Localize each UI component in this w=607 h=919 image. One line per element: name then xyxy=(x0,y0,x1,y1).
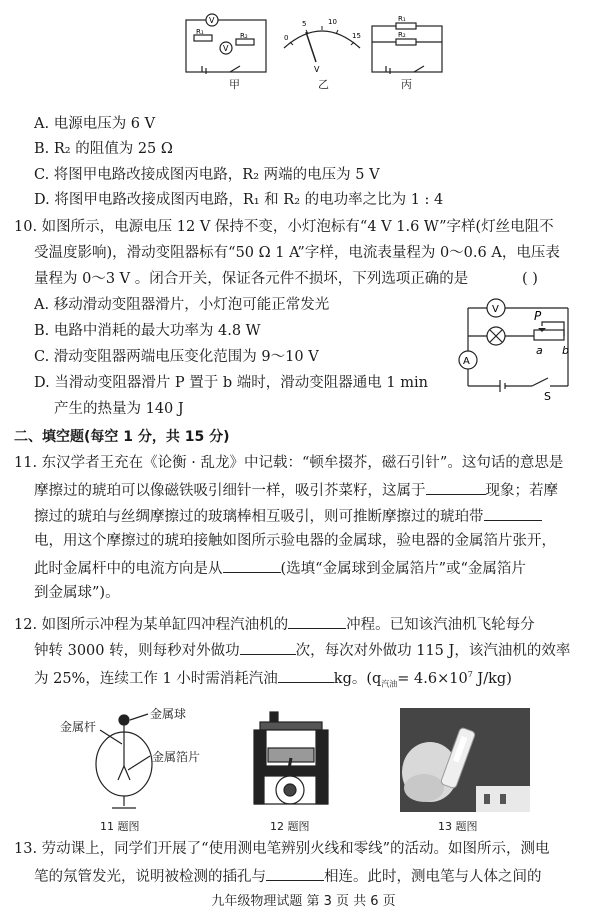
q13-line-2 xyxy=(34,866,542,886)
bing-r2-label: R₂ xyxy=(398,31,406,39)
q12-text-1b: 冲程。已知该汽油机飞轮每分 xyxy=(346,617,535,633)
q9-option-c: C. 将图甲电路改接成图丙电路，R₂ 两端的电压为 5 V xyxy=(34,167,380,183)
yi-scale-5: 5 xyxy=(302,20,307,28)
q12-text-1a: 12. 如图所示冲程为某单缸四冲程汽油机的 xyxy=(14,617,289,633)
q11-text-5a: 此时金属杆中的电流方向是从 xyxy=(34,561,223,577)
bing-r1-label: R₁ xyxy=(398,15,406,23)
q13-text-2b: 相连。此时，测电笔与人体之间的 xyxy=(324,869,542,885)
q12-blank-1[interactable] xyxy=(288,614,346,629)
jia-r2-label: R₂ xyxy=(240,32,248,40)
yi-scale-0: 0 xyxy=(284,34,289,42)
q10-end-a-label: a xyxy=(536,344,543,357)
q11-text-2a: 摩擦过的琥珀可以像磁铁吸引细针一样，吸引芥菜籽，这属于 xyxy=(34,483,426,499)
q12-line-3 xyxy=(34,666,512,694)
q13-line-1: 13. 劳动课上，同学们开展了“使用测电笔辨别火线和零线”的活动。如图所示，测电 xyxy=(14,841,550,857)
q12-text-3b: kg。(q xyxy=(333,670,382,687)
q12-text-3d: J/kg) xyxy=(472,670,512,687)
q12-line-1 xyxy=(14,614,535,634)
fig11-rod-label: 金属杆 xyxy=(60,720,97,734)
q10-option-d-cont: 产生的热量为 140 J xyxy=(54,401,184,417)
q10-stem-2: 受温度影响)，滑动变阻器标有“50 Ω 1 A”字样，电流表量程为 0～0.6 A，电压表 xyxy=(34,245,560,261)
q11-blank-3[interactable] xyxy=(223,558,281,573)
jia-caption: 甲 xyxy=(229,78,240,91)
jia-r1-label: R₁ xyxy=(196,28,204,36)
q13-blank-1[interactable] xyxy=(266,866,324,881)
fig13-test-pen-photo xyxy=(400,708,530,812)
q13-text-2a: 笔的氖管发光，说明被检测的插孔与 xyxy=(34,869,266,885)
q10-option-c: C. 滑动变阻器两端电压变化范围为 9～10 V xyxy=(34,349,319,365)
yi-scale-10: 10 xyxy=(328,18,337,26)
q10-circuit-diagram xyxy=(452,296,582,404)
jia-v2-label: V xyxy=(223,44,229,53)
q10-stem-1: 10. 如图所示，电源电压 12 V 保持不变，小灯泡标有“4 V 1.6 W”字样(灯丝电阻不 xyxy=(14,219,554,235)
q10-option-a: A. 移动滑动变阻器滑片，小灯泡可能正常发光 xyxy=(34,297,330,313)
q12-text-3c: = 4.6×10 xyxy=(397,670,468,687)
q9-option-b: B. R₂ 的阻值为 25 Ω xyxy=(34,141,173,157)
q10-option-b: B. 电路中消耗的最大功率为 4.8 W xyxy=(34,323,261,339)
q10-switch-label: S xyxy=(544,390,551,403)
q12-text-2a: 钟转 3000 转，则每秒对外做功 xyxy=(34,643,240,659)
yi-caption: 乙 xyxy=(318,78,329,91)
fig12-engine-diagram xyxy=(250,708,332,812)
q9-option-d: D. 将图甲电路改接成图丙电路，R₁ 和 R₂ 的电功率之比为 1 : 4 xyxy=(34,192,444,208)
fig11-foil-label: 金属箔片 xyxy=(152,750,201,764)
q10-slider-p-label: P xyxy=(534,309,542,323)
q10-ammeter-label: A xyxy=(463,356,470,367)
figure-yi-voltmeter xyxy=(276,14,368,76)
figure-jia xyxy=(180,12,272,84)
q11-line-1: 11. 东汉学者王充在《论衡 · 乱龙》中记载：“顿牟掇芥，磁石引针”。这句话的意思是 xyxy=(14,455,564,471)
fig11-ball-label: 金属球 xyxy=(150,707,187,721)
yi-scale-15: 15 xyxy=(352,32,361,40)
q12-text-2b: 次，每次对外做功 115 J，该汽油机的效率 xyxy=(295,643,571,659)
q12-sub-gasoline: 汽油 xyxy=(381,679,398,689)
q12-line-2 xyxy=(34,640,570,660)
fig13-caption: 13 题图 xyxy=(438,820,478,833)
fig12-caption: 12 题图 xyxy=(270,820,310,833)
q11-blank-1[interactable] xyxy=(426,480,486,495)
figure-bing xyxy=(366,14,448,80)
q11-text-3a: 擦过的琥珀与丝绸摩擦过的玻璃棒相互吸引，则可推断摩擦过的琥珀带 xyxy=(34,509,484,525)
q11-line-2 xyxy=(34,480,558,500)
q12-sup-exp: 7 xyxy=(467,670,473,679)
q11-blank-2[interactable] xyxy=(484,506,542,521)
q10-option-d: D. 当滑动变阻器滑片 P 置于 b 端时，滑动变阻器通电 1 min xyxy=(34,375,428,391)
q11-line-6: 到金属球”)。 xyxy=(34,585,120,601)
q11-line-3 xyxy=(34,506,542,526)
jia-v1-label: V xyxy=(209,16,215,25)
section-2-heading: 二、填空题(每空 1 分，共 15 分) xyxy=(14,429,230,445)
q12-blank-2[interactable] xyxy=(240,640,296,655)
q11-line-4: 电，用这个摩擦过的琥珀接触如图所示验电器的金属球，验电器的金属箔片张开， xyxy=(34,533,556,549)
q12-text-3a: 为 25%，连续工作 1 小时需消耗汽油 xyxy=(34,670,278,687)
page-footer: 九年级物理试题 第 3 页 共 6 页 xyxy=(211,894,396,909)
q11-text-5b: (选填“金属球到金属箔片”或“金属箔片 xyxy=(280,561,526,577)
q9-option-a: A. 电源电压为 6 V xyxy=(34,116,156,132)
q10-voltmeter-label: V xyxy=(492,304,499,315)
q12-blank-3[interactable] xyxy=(278,668,334,683)
q11-text-2b: 现象；若摩 xyxy=(485,483,558,499)
q10-answer-paren: ( ) xyxy=(522,271,538,287)
q11-line-5 xyxy=(34,558,526,578)
fig11-caption: 11 题图 xyxy=(100,820,140,833)
q10-end-b-label: b xyxy=(562,344,569,357)
q10-stem-3: 量程为 0～3 V 。闭合开关，保证各元件不损坏，下列选项正确的是 xyxy=(34,271,469,287)
yi-unit: V xyxy=(314,65,320,74)
bing-caption: 丙 xyxy=(401,78,412,91)
